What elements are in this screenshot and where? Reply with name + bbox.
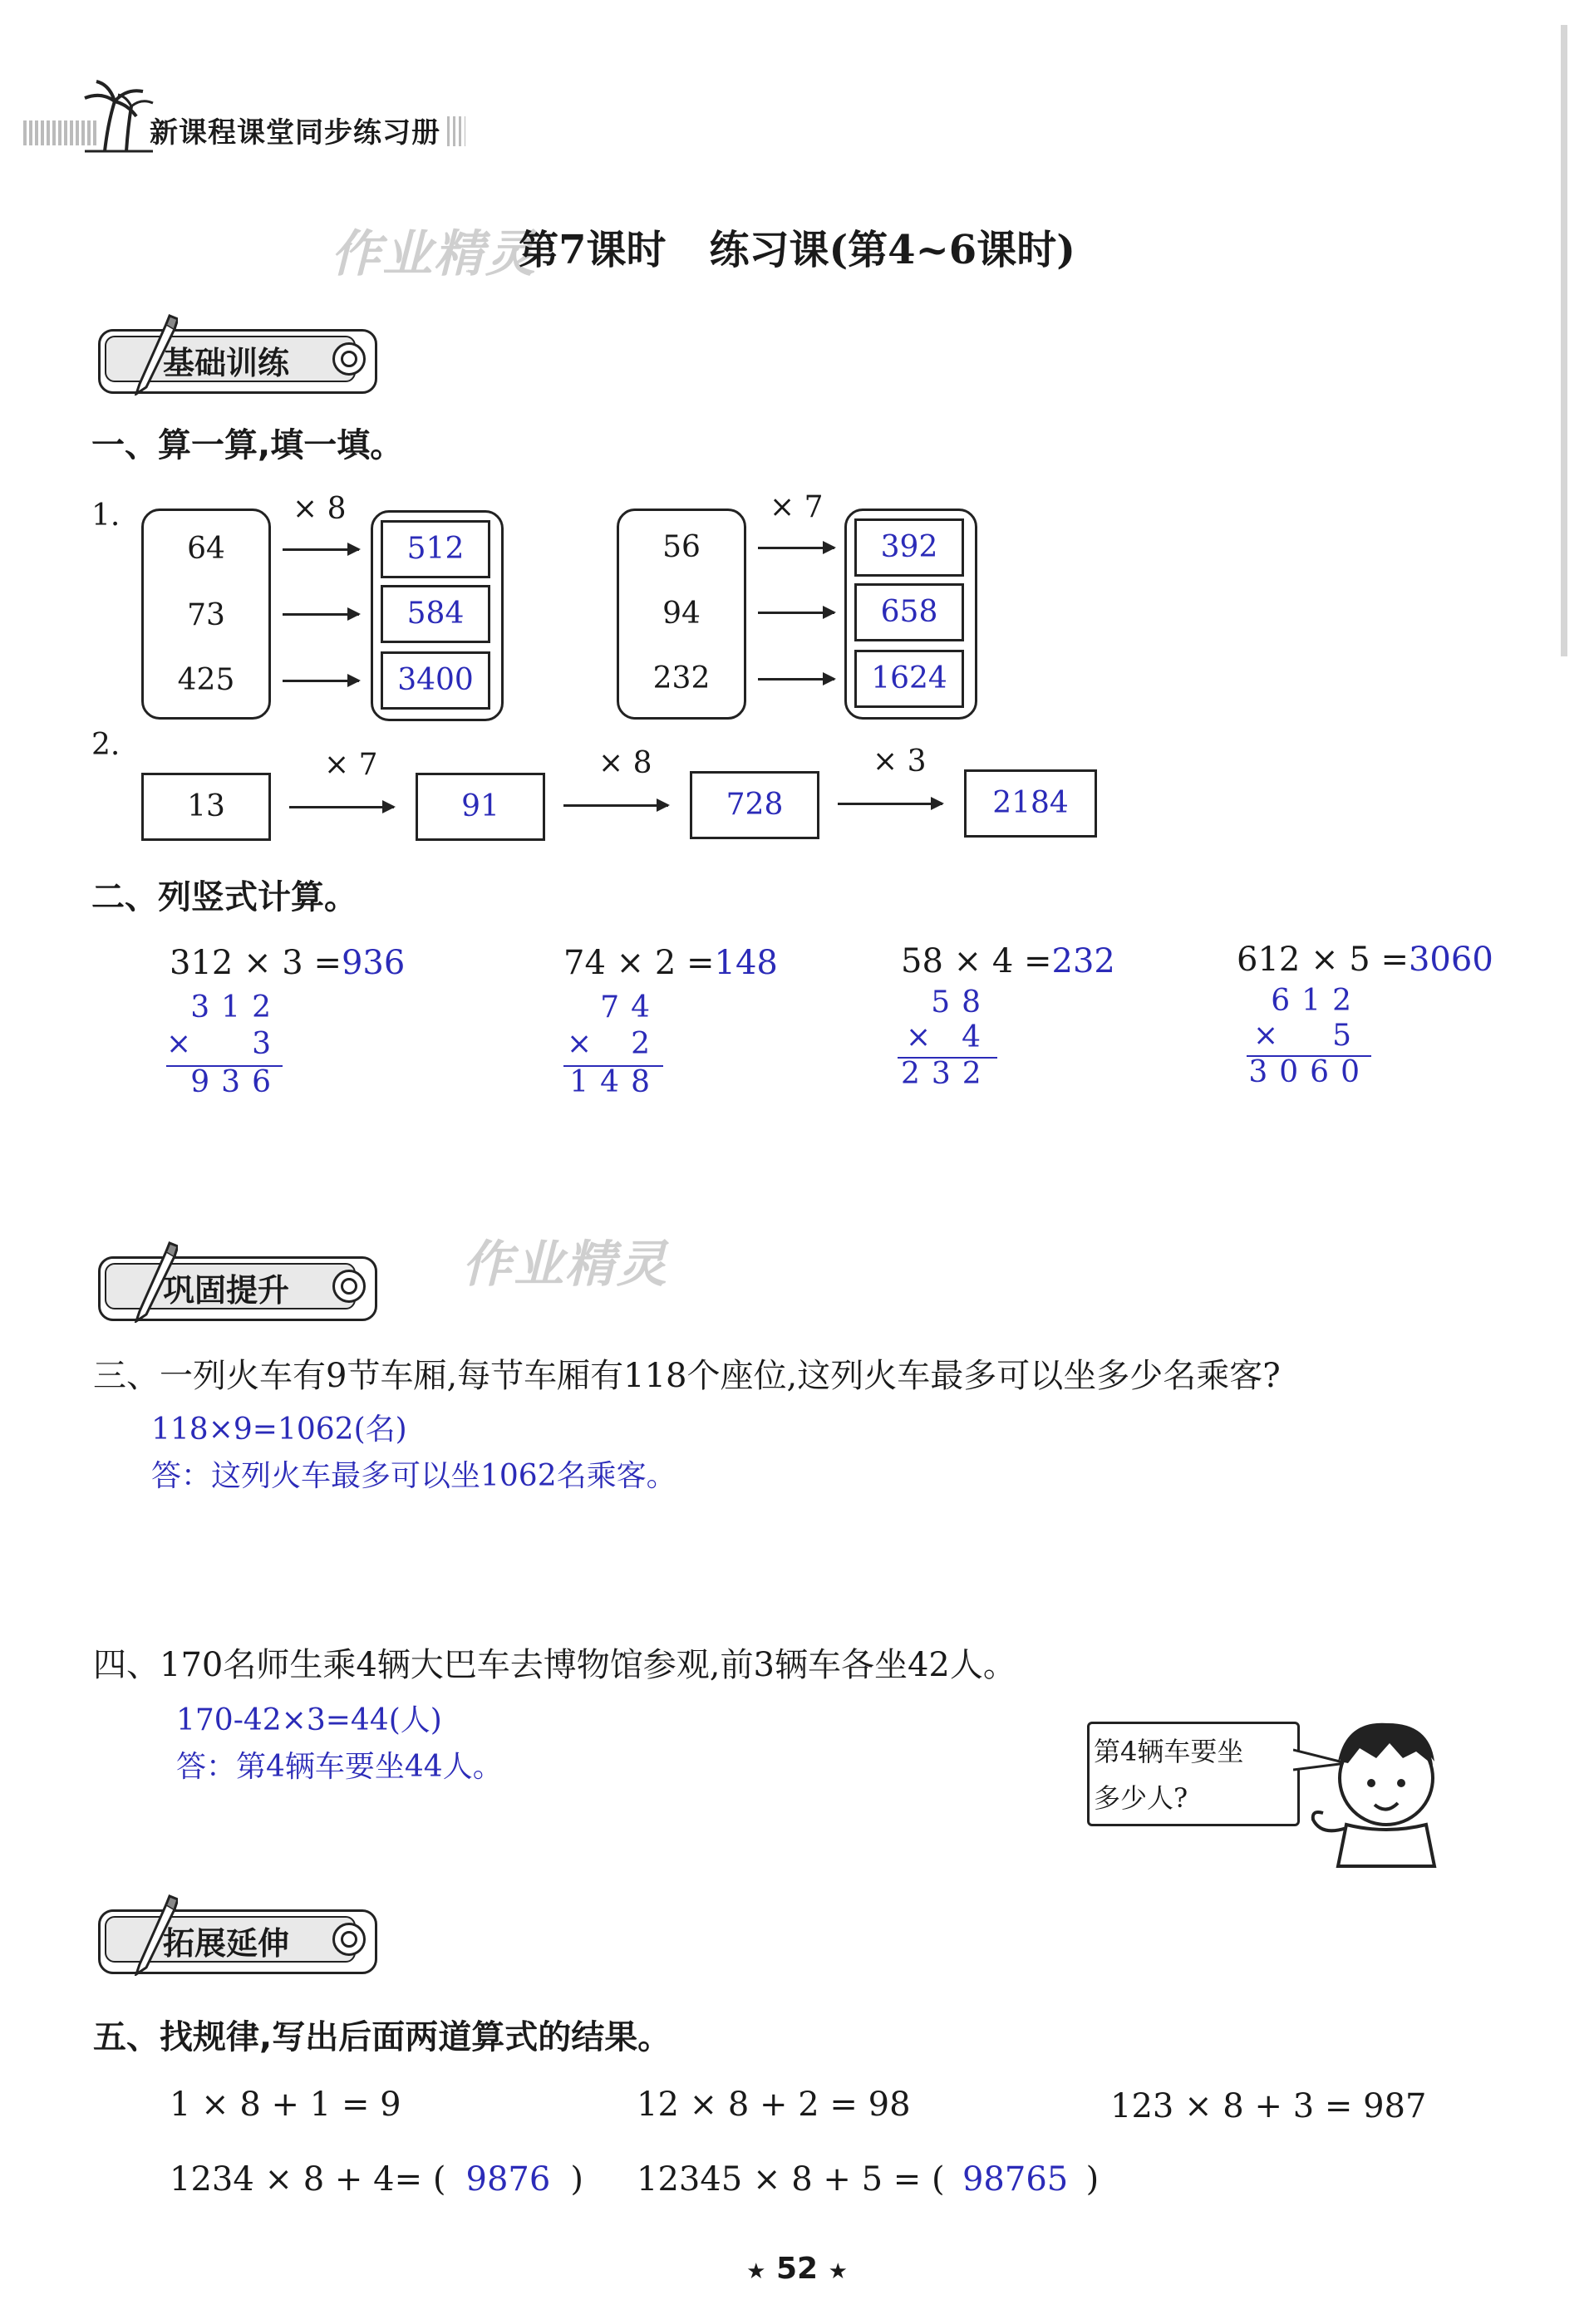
watermark: 作业精灵: [331, 225, 537, 283]
chain-op-2: × 8: [598, 746, 652, 780]
chain-op-3: × 3: [873, 744, 927, 779]
q2-expr-2: 74 × 2 =148: [563, 944, 778, 982]
arrow-icon: [283, 680, 359, 682]
times-sign-1: ×: [166, 1027, 192, 1061]
q5-answer-4: 9876: [465, 2160, 551, 2199]
arrow-icon: [283, 613, 359, 616]
q1-sub2-label: 2.: [91, 728, 121, 762]
page-edge: [1561, 25, 1567, 656]
arrow-icon: [289, 806, 394, 808]
palm-tree-icon: [76, 76, 156, 153]
q2-expr-1: 312 × 3 =936: [170, 944, 406, 982]
input-a-2: 73: [187, 598, 225, 632]
vertical-result-3: 232: [901, 1057, 993, 1091]
section-label: 巩固提升: [163, 1272, 290, 1309]
q2-answer-4: 3060: [1408, 941, 1493, 979]
q5-eq2: 12 × 8 + 2 = 98: [637, 2086, 911, 2124]
arrow-icon: [563, 804, 668, 807]
chain-start: 13: [141, 773, 271, 841]
chain-op-1: × 7: [324, 748, 378, 782]
q1-sub1-label: 1.: [91, 499, 121, 533]
vertical-result-4: 3060: [1248, 1055, 1371, 1089]
q2-heading: 二、列竖式计算。: [91, 878, 357, 916]
multiplier-b: × 7: [770, 490, 824, 524]
input-a-1: 64: [187, 532, 225, 566]
section-label: 拓展延伸: [163, 1925, 290, 1962]
vertical-result-2: 148: [569, 1065, 662, 1099]
arrow-icon: [283, 548, 359, 551]
vertical-top-3: 58: [931, 985, 992, 1020]
watermark: 作业精灵: [462, 1236, 668, 1294]
q3-answer: 答：这列火车最多可以坐1062名乘客。: [151, 1459, 676, 1493]
q2-expr-3: 58 × 4 =232: [901, 942, 1115, 980]
vertical-top-4: 612: [1271, 984, 1363, 1018]
vertical-mult-4: 5: [1332, 1019, 1363, 1053]
section-tag-extend: [90, 1909, 372, 1969]
q2-answer-1: 936: [341, 944, 406, 982]
page-footer: [0, 2252, 1594, 2286]
ring-icon: [332, 342, 366, 376]
boy-cartoon-icon: [1305, 1712, 1454, 1870]
times-sign-4: ×: [1253, 1019, 1279, 1053]
book-title: 新课程课堂同步练习册: [150, 116, 440, 150]
q3-work: 118×9=1062(名): [151, 1413, 407, 1447]
q2-expr-4: 612 × 5 =3060: [1237, 941, 1493, 979]
vertical-mult-2: 2: [631, 1027, 662, 1061]
answer-b-1: 392: [854, 518, 964, 577]
arrow-icon: [758, 678, 834, 680]
chain-answer-1: 91: [416, 773, 545, 841]
input-b-1: 56: [662, 530, 701, 564]
arrow-icon: [758, 547, 834, 549]
star-icon: ★: [828, 2259, 848, 2284]
multiplier-a: × 8: [293, 492, 347, 526]
arrow-icon: [758, 612, 834, 614]
q5-heading: 五、找规律,写出后面两道算式的结果。: [93, 2018, 672, 2056]
answer-b-2: 658: [854, 583, 964, 641]
times-sign-3: ×: [906, 1020, 932, 1054]
q3-question: 三、一列火车有9节车厢,每节车厢有118个座位,这列火车最多可以坐多少名乘客?: [93, 1357, 1281, 1395]
input-b-2: 94: [662, 597, 701, 631]
q2-answer-2: 148: [714, 944, 778, 982]
input-a-3: 425: [177, 663, 235, 697]
vertical-mult-3: 4: [962, 1020, 992, 1054]
arrow-icon: [838, 803, 942, 805]
q2-answer-3: 232: [1051, 942, 1115, 980]
q4-question: 四、170名师生乘4辆大巴车去博物馆参观,前3辆车各坐42人。: [93, 1646, 1016, 1684]
lesson-number: 第7课时: [519, 227, 667, 273]
lesson-title: [0, 218, 1594, 275]
vertical-mult-1: 3: [252, 1027, 283, 1061]
ring-icon: [332, 1923, 366, 1956]
times-sign-2: ×: [567, 1027, 593, 1061]
ring-icon: [332, 1270, 366, 1303]
q5-eq4: 1234 × 8 + 4= ( 9876 ): [170, 2160, 584, 2199]
answer-a-3: 3400: [381, 651, 490, 710]
q4-answer: 答：第4辆车要坐44人。: [176, 1750, 503, 1784]
header-decoration-right: [447, 116, 465, 146]
section-label: 基础训练: [163, 345, 290, 381]
answer-b-3: 1624: [854, 650, 964, 708]
section-tag-consolidate: [90, 1256, 372, 1316]
q5-answer-5: 98765: [962, 2160, 1069, 2199]
q5-eq3: 123 × 8 + 3 = 987: [1110, 2087, 1427, 2125]
input-b-3: 232: [652, 661, 711, 695]
star-icon: ★: [746, 2259, 766, 2284]
lesson-subtitle: 练习课(第4~6课时): [709, 227, 1075, 273]
section-tag-basic: [90, 329, 372, 389]
chain-answer-2: 728: [690, 771, 819, 839]
q1-heading: 一、算一算,填一填。: [91, 426, 404, 464]
page-number: 52: [775, 2252, 819, 2286]
q5-eq5: 12345 × 8 + 5 = ( 98765 ): [637, 2160, 1100, 2199]
vertical-top-2: 74: [600, 990, 662, 1024]
bubble-text: 第4辆车要坐 多少人?: [1094, 1736, 1244, 1814]
chain-answer-3: 2184: [964, 769, 1097, 838]
vertical-top-1: 312: [190, 990, 283, 1024]
vertical-result-1: 936: [190, 1065, 283, 1099]
q4-work: 170-42×3=44(人): [176, 1703, 442, 1737]
answer-a-1: 512: [381, 520, 490, 578]
answer-a-2: 584: [381, 585, 490, 643]
q5-eq1: 1 × 8 + 1 = 9: [170, 2086, 401, 2124]
